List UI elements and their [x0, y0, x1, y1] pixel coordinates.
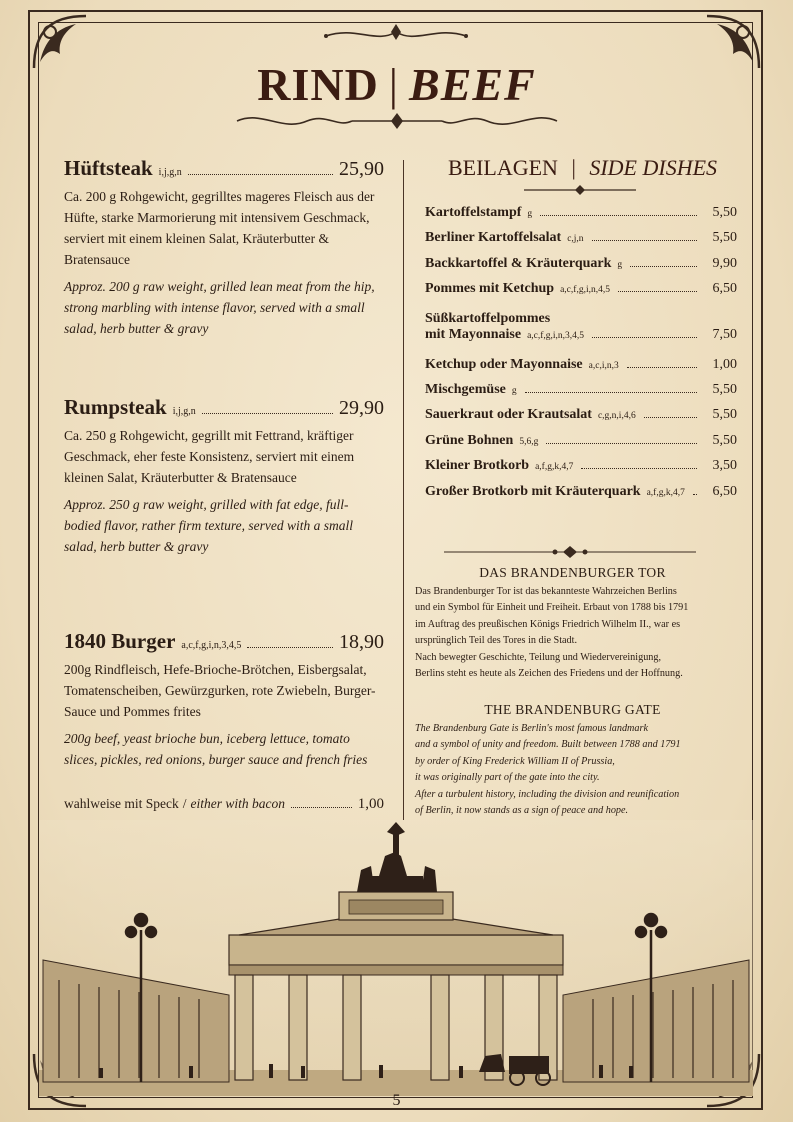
side-title-de: BEILAGEN [447, 155, 558, 180]
extra-option [64, 796, 384, 813]
dish-item [64, 156, 384, 339]
side-dish-item [425, 205, 737, 230]
page-number: 5 [392, 1092, 401, 1109]
dot-leader [525, 392, 697, 393]
side-dish-allergens: a,c,f,g,i,n,4,5 [560, 285, 610, 296]
dish-price: 25,90 [339, 158, 384, 180]
page-title [0, 58, 793, 111]
side-dish-allergens: c,j,n [567, 234, 584, 245]
side-dish-price: 3,50 [712, 458, 737, 474]
dot-leader [618, 291, 697, 292]
extra-label-de: wahlweise mit Speck [64, 796, 179, 811]
info-text-de [415, 584, 730, 682]
side-dish-item [425, 382, 737, 407]
side-dish-name: Backkartoffel & Kräuterquark [425, 255, 612, 271]
side-dish-allergens: a,f,g,k,4,7 [646, 487, 685, 498]
extra-price: 1,00 [357, 796, 384, 812]
dish-item [64, 395, 384, 557]
dish-name: Hüftsteak [64, 156, 153, 180]
dish-item [64, 629, 384, 770]
side-dish-price: 6,50 [712, 483, 737, 499]
side-dish-allergens: g [527, 209, 533, 219]
side-dish-price: 6,50 [712, 281, 737, 297]
side-title-separator: | [571, 155, 576, 180]
dish-allergens: i,j,g,n [172, 406, 196, 417]
info-line: im Auftrag des preußischen Königs Friedrich Wilhelm II., war es [415, 618, 681, 630]
info-line: Berlins steht es heute als Zeichen des Friedens und der Hoffnung. [415, 668, 683, 680]
side-dish-item [425, 307, 737, 357]
brandenburg-info-de [415, 565, 730, 682]
side-dish-item [425, 230, 737, 255]
side-dish-allergens: g [617, 259, 623, 270]
side-dish-allergens: a,f,g,k,4,7 [535, 462, 574, 473]
info-line: it was originally part of the gate into the city. [415, 772, 600, 784]
side-dish-name: Berliner Kartoffelsalat [425, 230, 562, 246]
side-dish-price: 5,50 [712, 230, 737, 246]
flourish-icon [232, 108, 562, 134]
side-dish-name: Grüne Bohnen [425, 432, 514, 448]
dish-allergens: a,c,f,g,i,n,3,4,5 [181, 640, 242, 651]
dot-leader [592, 337, 697, 338]
side-dish-name: Ketchup oder Mayonnaise [425, 356, 583, 372]
side-dish-price: 5,50 [712, 381, 737, 397]
side-title-en: SIDE DISHES [589, 155, 718, 180]
brandenburg-info-en [415, 702, 730, 819]
title-en: BEEF [409, 59, 536, 110]
info-line: The Brandenburg Gate is Berlin's most famous landmark [415, 723, 648, 734]
side-dish-name: Pommes mit Ketchup [425, 281, 555, 297]
dish-description-de: Ca. 250 g Rohgewicht, gegrillt mit Fettrand, kräftiger Geschmack, eher feste Konsistenz, serviert mit einem kleinen Salat, Kräuterbutter & Bratensauce [64, 428, 355, 485]
side-dish-price: 5,50 [712, 432, 737, 448]
dot-leader [592, 240, 697, 241]
flourish-icon [440, 545, 700, 559]
side-dishes-title [415, 155, 750, 181]
brandenburg-gate-illustration [39, 820, 753, 1096]
side-dish-allergens: a,c,i,n,3 [588, 360, 619, 371]
side-dish-item [425, 458, 737, 483]
dish-description-en: Approz. 200 g raw weight, grilled lean meat from the hip, strong marbling with intense flavor, served with a small salad, herb butter & gravy [64, 279, 375, 336]
side-dish-item [425, 407, 737, 432]
side-dish-item [425, 357, 737, 382]
dot-leader [291, 807, 352, 808]
title-separator: | [388, 59, 400, 110]
side-dish-allergens: c,g,n,i,4,6 [597, 411, 636, 422]
dish-price: 18,90 [339, 631, 384, 653]
side-dish-name: Kleiner Brotkorb [425, 458, 530, 474]
dot-leader [630, 266, 697, 267]
side-dish-name: Mischgemüse [425, 381, 506, 397]
info-line: and a symbol of unity and freedom. Built between 1788 and 1791 [415, 739, 681, 751]
dish-price: 29,90 [339, 397, 384, 419]
title-de: RIND [257, 59, 379, 110]
dot-leader [581, 468, 697, 469]
side-dish-name: Großer Brotkorb mit Kräuterquark [425, 483, 641, 499]
dot-leader [247, 647, 333, 648]
side-dish-price: 7,50 [712, 326, 737, 342]
extra-slash: / [182, 796, 187, 811]
side-dishes-list [425, 205, 737, 509]
column-divider [403, 160, 404, 820]
dot-leader [202, 413, 333, 414]
info-title-en: THE BRANDENBURG GATE [484, 702, 661, 717]
dish-description-en: Approz. 250 g raw weight, grilled with fat edge, full-bodied flavor, rather firm texture, served with a small salad, herb butter & gravy [64, 497, 353, 554]
side-dish-allergens: g [511, 385, 517, 396]
dish-description-en: 200g beef, yeast brioche bun, iceberg lettuce, tomato slices, pickles, red onions, burger sauce and french fries [64, 731, 368, 767]
dot-leader [644, 417, 697, 418]
side-dish-item [425, 484, 737, 509]
info-line: After a turbulent history, including the division and reunification [415, 788, 680, 800]
side-dish-name-line2: mit Mayonnaise [425, 326, 522, 342]
info-line: of Berlin, it now stands as a sign of peace and hope. [415, 805, 629, 817]
side-dish-price: 5,50 [712, 407, 737, 423]
extra-label-en: either with bacon [190, 796, 285, 811]
info-line: Das Brandenburger Tor ist das bekannteste Wahrzeichen Berlins [415, 586, 677, 597]
side-dish-item [425, 281, 737, 306]
side-dish-item [425, 433, 737, 458]
info-title-de: DAS BRANDENBURGER TOR [479, 565, 666, 580]
side-dish-name: Sauerkraut oder Krautsalat [425, 407, 592, 423]
dish-description-de: 200g Rindfleisch, Hefe-Brioche-Brötchen, Eisbergsalat, Tomatenscheiben, Gewürzgurken, rote Zwiebeln, Burger-Sauce und Pommes frites [64, 662, 376, 719]
dish-description-de: Ca. 200 g Rohgewicht, gegrilltes mageres Fleisch aus der Hüfte, starke Marmorierung mit intensivem Geschmack, serviert mit einem kleinen Salat, Kräuterbutter & Bratensauce [64, 189, 375, 267]
side-dish-name: Kartoffelstampf [425, 205, 522, 220]
side-dish-name: Süßkartoffelpommes [425, 310, 551, 326]
dot-leader [627, 367, 697, 368]
info-line: by order of King Frederick William II of Prussia, [415, 755, 615, 767]
side-dish-price: 9,90 [712, 255, 737, 271]
side-dish-price: 5,50 [712, 205, 737, 220]
side-dish-allergens: 5,6,g [519, 436, 539, 447]
info-text-en [415, 721, 730, 819]
info-line: und ein Symbol für Einheit und Freiheit. Erbaut von 1788 bis 1791 [415, 602, 689, 614]
dish-allergens: i,j,g,n [158, 167, 182, 178]
dish-name: Rumpsteak [64, 395, 167, 419]
side-dish-allergens: a,c,f,g,i,n,3,4,5 [527, 330, 585, 341]
dot-leader [546, 443, 697, 444]
dot-leader [693, 494, 697, 495]
side-dish-price: 1,00 [712, 356, 737, 372]
side-dish-item [425, 256, 737, 281]
dot-leader [188, 174, 333, 175]
info-line: Nach bewegter Geschichte, Teilung und Wiedervereinigung, [415, 651, 662, 663]
dot-leader [540, 215, 697, 216]
flourish-icon [520, 184, 640, 196]
dish-name: 1840 Burger [64, 629, 176, 653]
info-line: ursprünglich Teil des Tores in die Stadt. [415, 635, 578, 647]
flourish-icon [316, 22, 476, 46]
